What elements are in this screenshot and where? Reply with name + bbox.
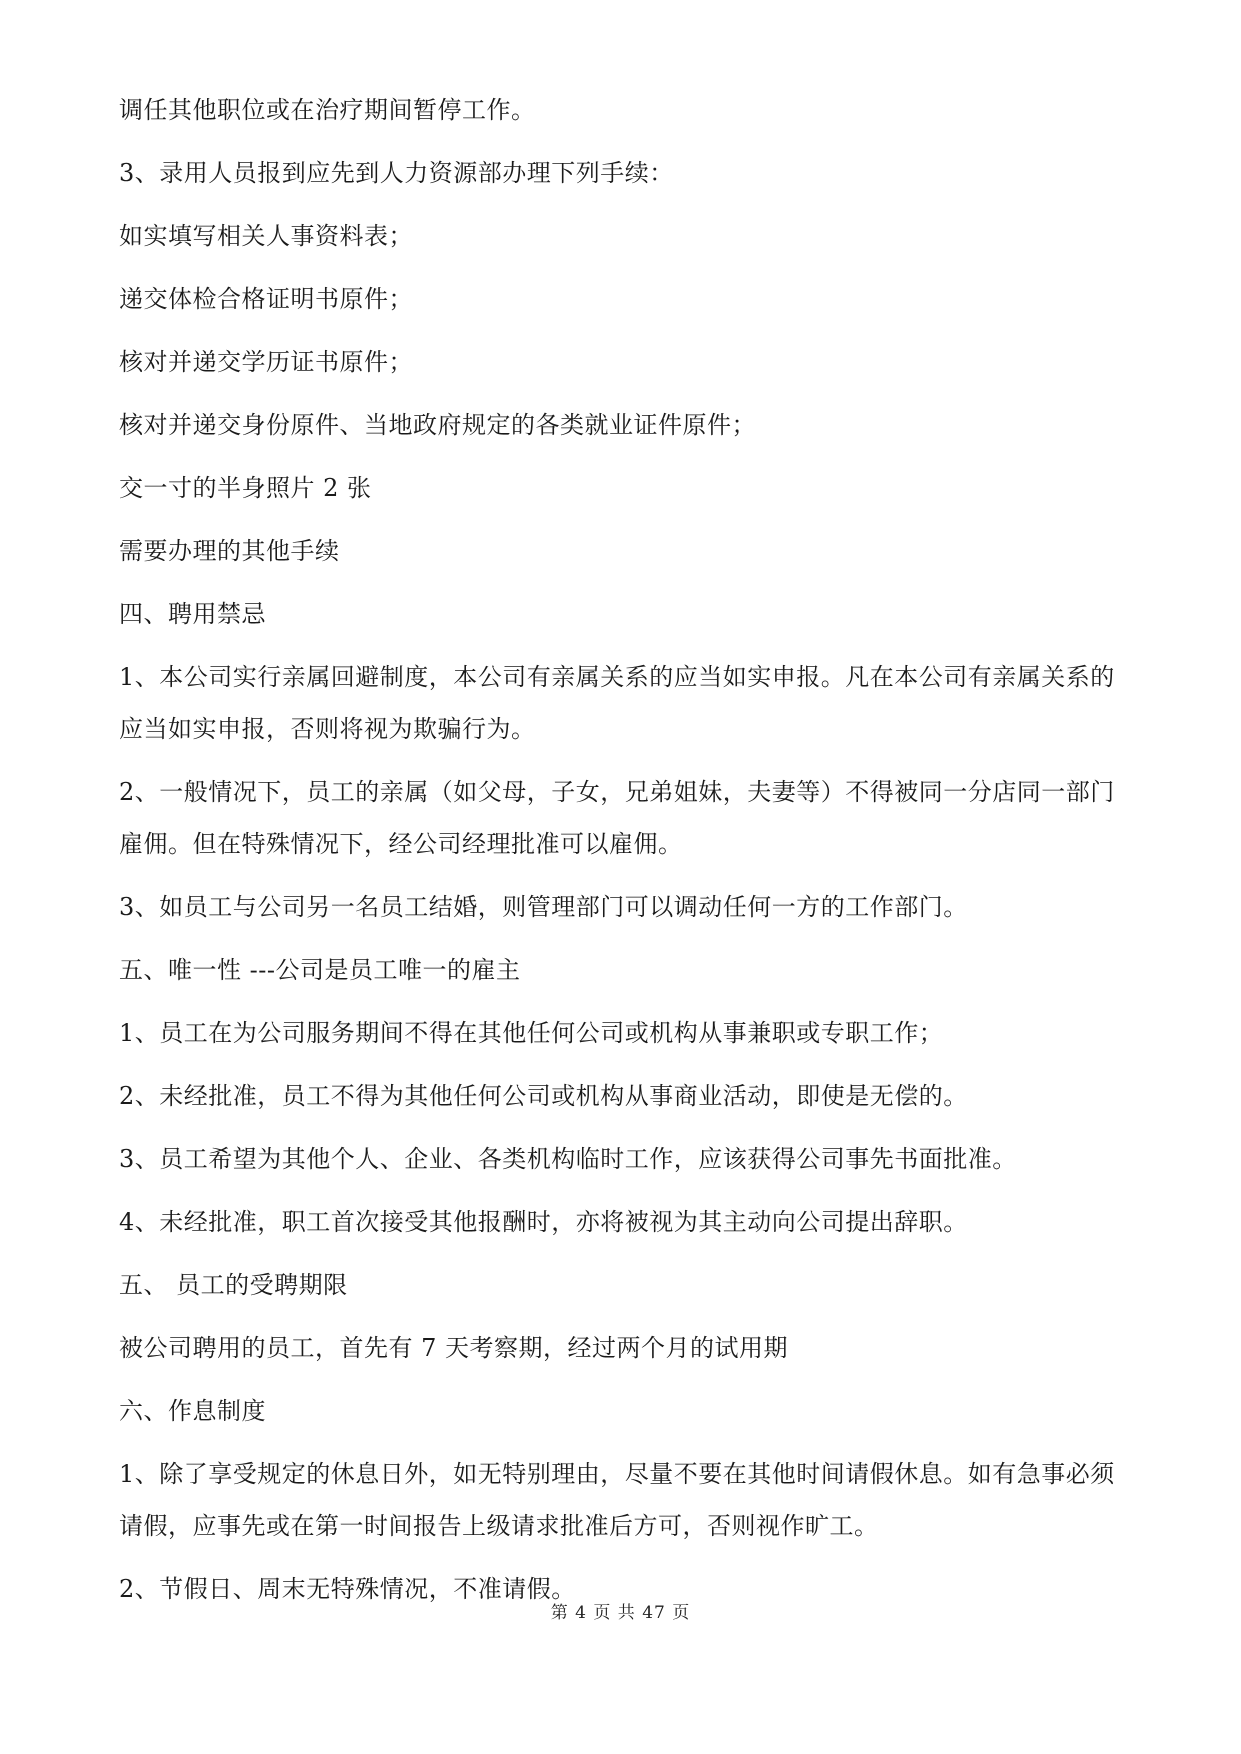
paragraph: 核对并递交学历证书原件；	[119, 348, 413, 376]
paragraph: 交一寸的半身照片 2 张	[119, 474, 372, 502]
paragraph: 1、本公司实行亲属回避制度，本公司有亲属关系的应当如实申报。凡在本公司有亲属关系的应当如实申报，否则将视为欺骗行为。	[119, 663, 1115, 743]
paragraph: 1、除了享受规定的休息日外，如无特别理由，尽量不要在其他时间请假休息。如有急事必须请假，应事先或在第一时间报告上级请求批准后方可，否则视作旷工。	[119, 1460, 1115, 1540]
paragraph: 3、录用人员报到应先到人力资源部办理下列手续：	[119, 159, 674, 187]
paragraph: 核对并递交身份原件、当地政府规定的各类就业证件原件；	[119, 411, 756, 439]
paragraph: 调任其他职位或在治疗期间暂停工作。	[119, 96, 536, 124]
paragraph: 3、员工希望为其他个人、企业、各类机构临时工作，应该获得公司事先书面批准。	[119, 1145, 1017, 1173]
document-body	[119, 84, 1131, 1626]
paragraph: 需要办理的其他手续	[119, 537, 340, 565]
paragraph: 2、一般情况下，员工的亲属（如父母，子女，兄弟姐妹，夫妻等）不得被同一分店同一部门雇佣。但在特殊情况下，经公司经理批准可以雇佣。	[119, 778, 1115, 858]
section-heading: 六、作息制度	[119, 1397, 266, 1425]
paragraph: 递交体检合格证明书原件；	[119, 285, 413, 313]
paragraph: 2、未经批准，员工不得为其他任何公司或机构从事商业活动，即使是无偿的。	[119, 1082, 968, 1110]
paragraph: 3、如员工与公司另一名员工结婚，则管理部门可以调动任何一方的工作部门。	[119, 893, 968, 921]
paragraph: 4、未经批准，职工首次接受其他报酬时，亦将被视为其主动向公司提出辞职。	[119, 1208, 968, 1236]
page-number-footer: 第 4 页 共 47 页	[550, 1603, 691, 1623]
section-heading: 四、聘用禁忌	[119, 600, 266, 628]
paragraph: 2、节假日、周末无特殊情况，不准请假。	[119, 1575, 576, 1603]
section-heading: 五、 员工的受聘期限	[119, 1271, 348, 1299]
paragraph: 如实填写相关人事资料表；	[119, 222, 413, 250]
section-heading: 五、唯一性 ---公司是员工唯一的雇主	[119, 956, 521, 984]
paragraph: 被公司聘用的员工，首先有 7 天考察期，经过两个月的试用期	[119, 1334, 789, 1362]
paragraph: 1、员工在为公司服务期间不得在其他任何公司或机构从事兼职或专职工作；	[119, 1019, 944, 1047]
